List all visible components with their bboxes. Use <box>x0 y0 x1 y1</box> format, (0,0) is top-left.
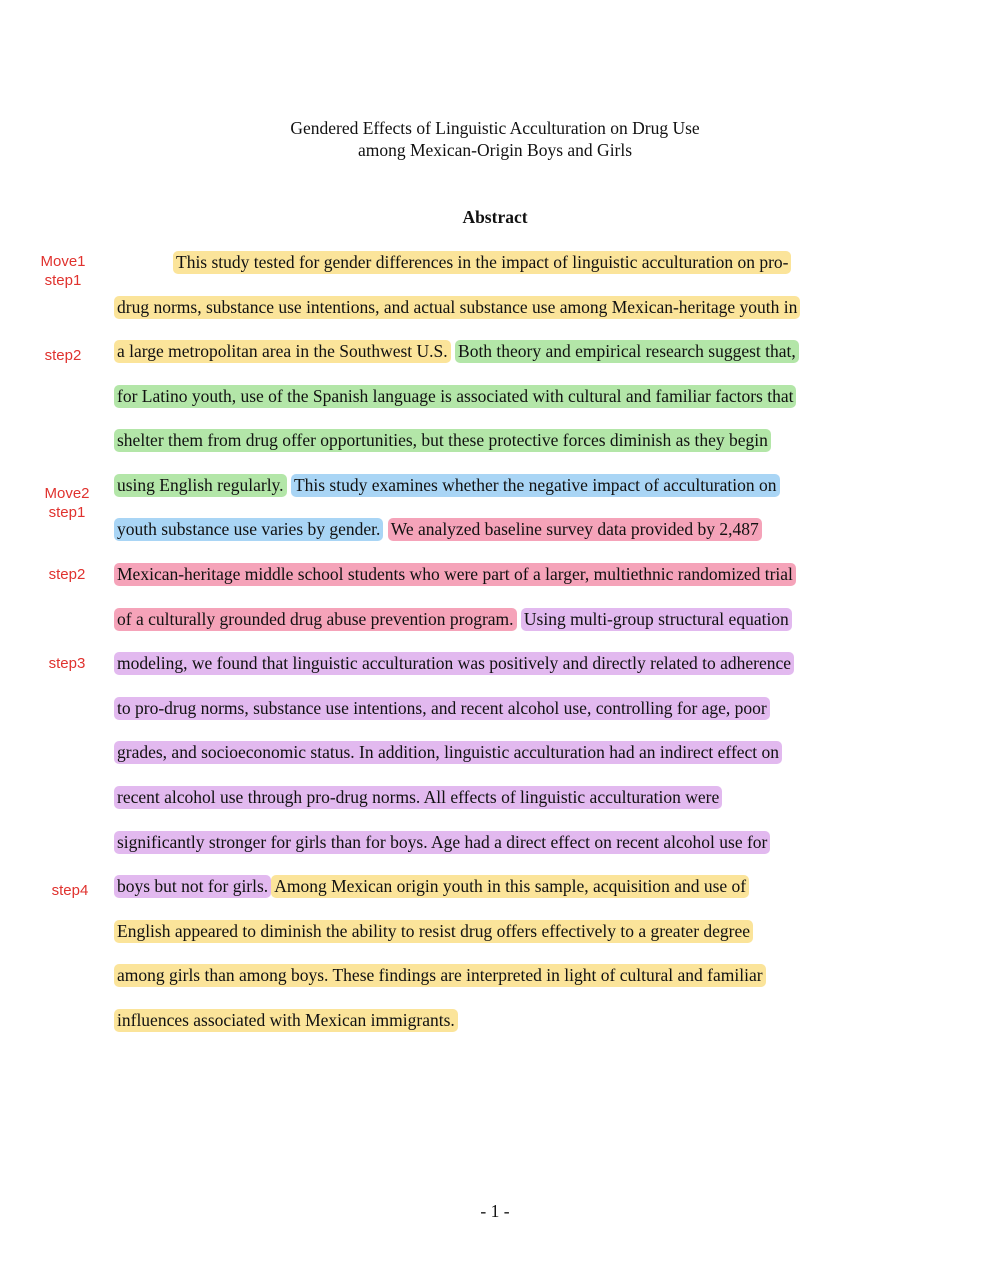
highlight-yellow: Among Mexican origin youth in this sample, acquisition and use of <box>271 875 749 898</box>
paper-title-line-1: Gendered Effects of Linguistic Acculturation on Drug Use <box>290 118 700 138</box>
abstract-line-1 <box>173 250 791 274</box>
highlight-purple: boys but not for girls. <box>114 875 271 898</box>
margin-label-move2-step4: step4 <box>51 882 89 899</box>
abstract-line-6 <box>114 473 780 497</box>
abstract-line-3 <box>114 339 799 363</box>
abstract-line-14 <box>114 830 770 854</box>
margin-label-move1-title: Move1 <box>40 253 86 270</box>
highlight-purple: Using multi-group structural equation <box>521 608 792 631</box>
abstract-line-16 <box>114 919 753 943</box>
margin-label-move2-step3: step3 <box>48 655 86 672</box>
margin-label-move2 <box>32 484 102 522</box>
highlight-yellow: among girls than among boys. These findings are interpreted in light of cultural and familiar <box>114 964 766 987</box>
highlight-yellow: a large metropolitan area in the Southwest U.S. <box>114 340 451 363</box>
page-number: - 1 - <box>480 1201 510 1221</box>
highlight-pink: We analyzed baseline survey data provided by 2,487 <box>388 518 762 541</box>
abstract-line-4 <box>114 384 796 408</box>
highlight-purple: to pro-drug norms, substance use intentions, and recent alcohol use, controlling for age, poor <box>114 697 770 720</box>
margin-label-move1 <box>28 252 98 290</box>
margin-label-move1-step1: step1 <box>44 272 82 289</box>
abstract-line-8 <box>114 562 796 586</box>
abstract-line-2 <box>114 295 800 319</box>
highlight-green: using English regularly. <box>114 474 287 497</box>
highlight-purple: modeling, we found that linguistic acculturation was positively and directly related to adherence <box>114 652 794 675</box>
abstract-line-15 <box>114 874 749 898</box>
paper-title-line-2: among Mexican-Origin Boys and Girls <box>357 140 633 160</box>
highlight-green: shelter them from drug offer opportunities, but these protective forces diminish as they begin <box>114 429 771 452</box>
abstract-line-11 <box>114 696 770 720</box>
abstract-line-18 <box>114 1008 458 1032</box>
abstract-line-13 <box>114 785 722 809</box>
highlight-green: Both theory and empirical research suggest that, <box>455 340 799 363</box>
abstract-line-9 <box>114 607 792 631</box>
abstract-line-17 <box>114 963 766 987</box>
abstract-line-10 <box>114 651 794 675</box>
highlight-blue: This study examines whether the negative impact of acculturation on <box>291 474 780 497</box>
highlight-purple: recent alcohol use through pro-drug norms. All effects of linguistic acculturation were <box>114 786 722 809</box>
margin-label-move2-title: Move2 <box>44 485 90 502</box>
highlight-purple: significantly stronger for girls than for boys. Age had a direct effect on recent alcohol use for <box>114 831 770 854</box>
highlight-yellow: This study tested for gender differences in the impact of linguistic acculturation on pro- <box>173 251 791 274</box>
margin-label-move2-step2: step2 <box>48 566 86 583</box>
paper-title <box>0 117 990 161</box>
margin-label-move2-step1: step1 <box>48 504 86 521</box>
abstract-line-5 <box>114 428 771 452</box>
highlight-purple: grades, and socioeconomic status. In addition, linguistic acculturation had an indirect effect on <box>114 741 782 764</box>
highlight-green: for Latino youth, use of the Spanish language is associated with cultural and familiar factors that <box>114 385 796 408</box>
abstract-heading: Abstract <box>462 207 528 227</box>
abstract-line-12 <box>114 740 782 764</box>
highlight-yellow: influences associated with Mexican immigrants. <box>114 1009 458 1032</box>
highlight-pink: Mexican-heritage middle school students who were part of a larger, multiethnic randomized trial <box>114 563 796 586</box>
abstract-line-7 <box>114 517 762 541</box>
highlight-pink: of a culturally grounded drug abuse prevention program. <box>114 608 517 631</box>
margin-label-move1-step2: step2 <box>44 347 82 364</box>
highlight-yellow: English appeared to diminish the ability to resist drug offers effectively to a greater degree <box>114 920 753 943</box>
highlight-blue: youth substance use varies by gender. <box>114 518 383 541</box>
highlight-yellow: drug norms, substance use intentions, and actual substance use among Mexican-heritage youth in <box>114 296 800 319</box>
